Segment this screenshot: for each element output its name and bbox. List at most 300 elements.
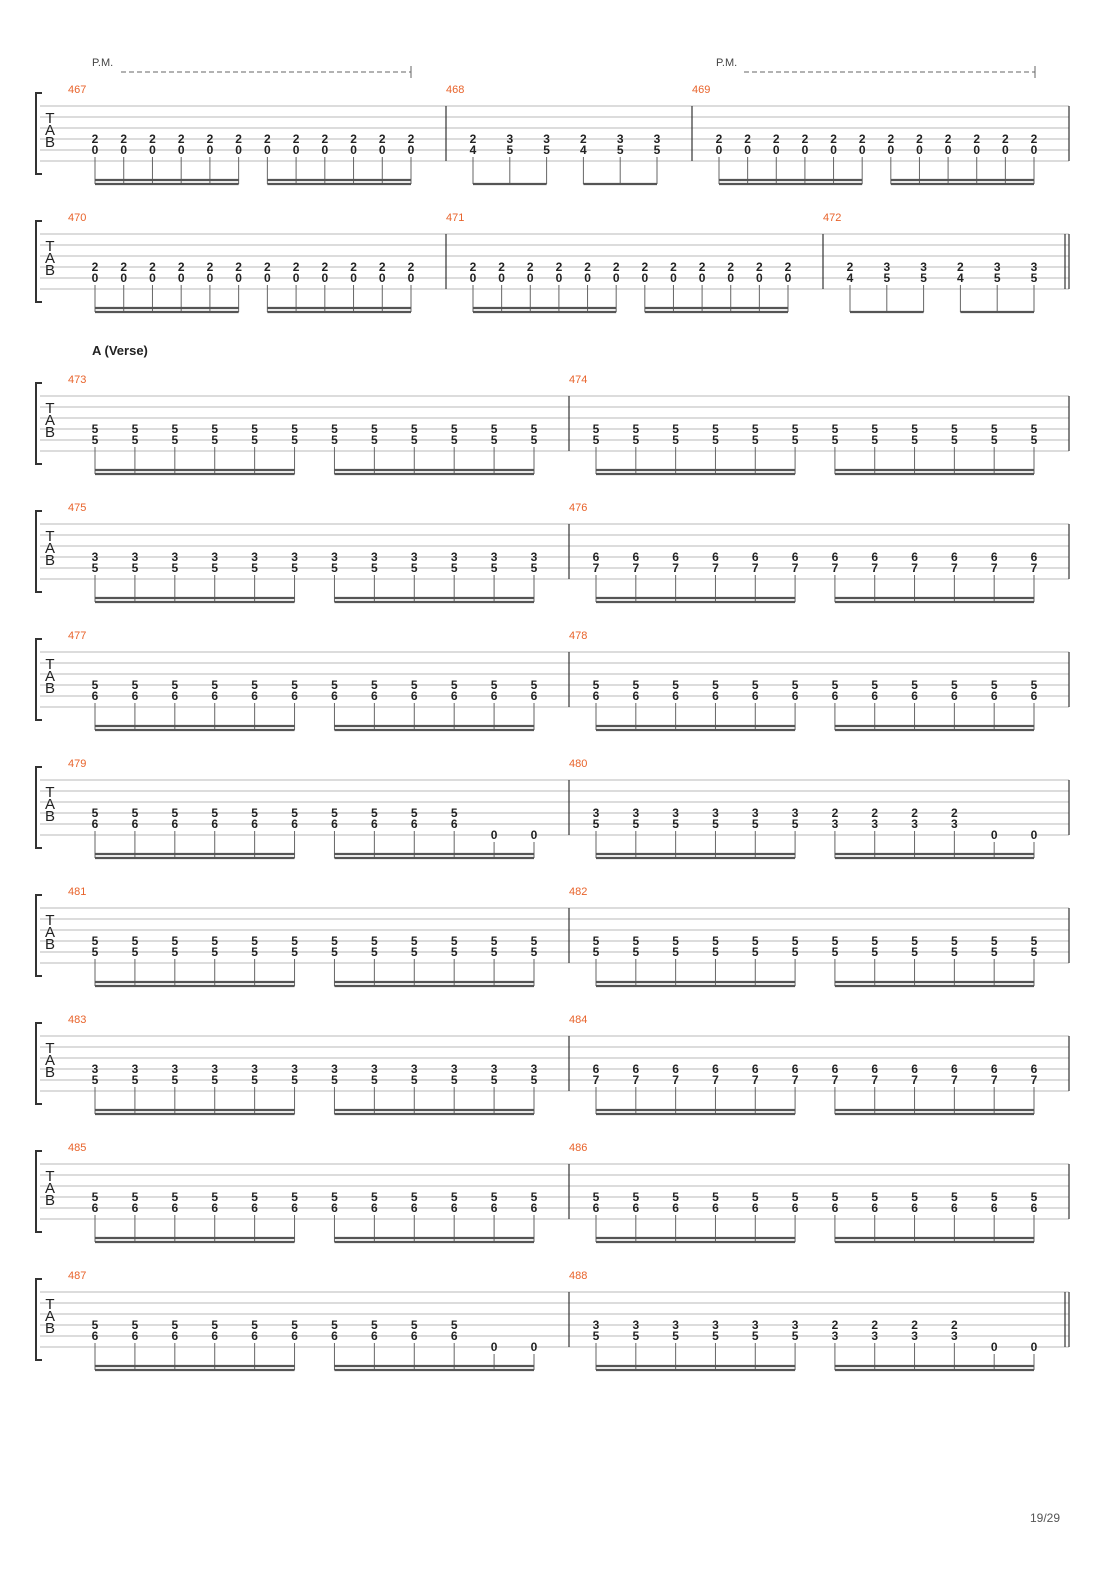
fret-number: 3	[632, 806, 640, 820]
fret-number: 6	[712, 689, 719, 703]
tab-clef-letter: B	[44, 1064, 56, 1081]
measure-473	[68, 374, 538, 474]
fret-number: 0	[149, 271, 156, 285]
fret-number: 5	[410, 934, 418, 948]
beat	[171, 550, 178, 602]
beat	[92, 806, 99, 858]
fret-number: 5	[251, 1073, 258, 1087]
fret-number: 5	[911, 422, 918, 436]
fret-number: 5	[911, 433, 918, 447]
fret-number: 0	[1030, 143, 1038, 157]
tab-clef-letter: T	[45, 400, 55, 417]
fret-number: 3	[712, 1318, 719, 1332]
fret-number: 5	[490, 422, 498, 436]
beat	[92, 550, 99, 602]
fret-number: 7	[712, 1073, 719, 1087]
fret-number: 5	[751, 422, 759, 436]
beat	[1031, 1062, 1038, 1114]
tab-clef-letter: T	[45, 1296, 55, 1313]
fret-number: 7	[951, 561, 958, 575]
beat	[371, 1190, 378, 1242]
fret-number: 0	[91, 143, 99, 157]
fret-number: 5	[911, 678, 918, 692]
fret-number: 2	[911, 806, 918, 820]
fret-number: 5	[791, 433, 799, 447]
beat	[951, 934, 958, 986]
beat	[321, 132, 328, 184]
fret-number: 5	[712, 1190, 719, 1204]
fret-number: 5	[251, 806, 258, 820]
fret-number: 6	[530, 1201, 538, 1215]
beat	[832, 550, 839, 602]
fret-number: 3	[171, 550, 179, 564]
fret-number: 5	[490, 934, 498, 948]
beat	[531, 422, 538, 474]
fret-number: 5	[672, 934, 679, 948]
beat	[670, 260, 677, 312]
fret-number: 3	[616, 132, 624, 146]
tab-clef-letter: B	[44, 134, 56, 151]
fret-number: 5	[791, 934, 799, 948]
beat	[371, 422, 378, 474]
fret-number: 3	[211, 550, 219, 564]
fret-number: 5	[91, 1190, 99, 1204]
beat	[411, 1190, 418, 1242]
measure-number: 487	[68, 1270, 87, 1282]
beat	[752, 1318, 759, 1370]
beat	[752, 422, 759, 474]
fret-number: 0	[321, 271, 329, 285]
fret-number: 0	[407, 271, 415, 285]
fret-number: 7	[791, 1073, 799, 1087]
beat	[331, 550, 338, 602]
beat	[617, 132, 624, 184]
measure-486	[569, 1142, 1038, 1242]
fret-number: 6	[911, 689, 918, 703]
fret-number: 5	[171, 1073, 179, 1087]
measure-number: 469	[692, 84, 711, 96]
fret-number: 5	[712, 1329, 719, 1343]
fret-number: 2	[264, 132, 271, 146]
fret-number: 0	[670, 271, 677, 285]
tab-clef-letter: T	[45, 110, 55, 127]
fret-number: 5	[450, 945, 458, 959]
tab-clef-letter: T	[45, 656, 55, 673]
beat	[911, 678, 918, 730]
beat	[408, 260, 415, 312]
beat	[331, 422, 338, 474]
beat	[1031, 1190, 1038, 1242]
beat	[832, 422, 839, 474]
fret-number: 6	[751, 1062, 759, 1076]
fret-number: 2	[911, 1318, 918, 1332]
fret-number: 5	[450, 678, 458, 692]
measure-number: 480	[569, 758, 588, 770]
measure-number: 488	[569, 1270, 588, 1282]
fret-number: 5	[450, 433, 458, 447]
beat	[92, 1318, 99, 1370]
beat	[491, 1190, 498, 1242]
fret-number: 3	[911, 1329, 918, 1343]
fret-number: 0	[120, 271, 128, 285]
fret-number: 6	[450, 817, 458, 831]
fret-number: 0	[206, 271, 214, 285]
fret-number: 5	[920, 271, 927, 285]
fret-number: 5	[490, 1190, 498, 1204]
fret-number: 3	[592, 806, 600, 820]
beat	[744, 132, 751, 184]
fret-number: 6	[450, 689, 458, 703]
beat	[752, 1190, 759, 1242]
beat	[593, 934, 600, 986]
measure-485	[68, 1142, 538, 1242]
beat	[951, 678, 958, 730]
fret-number: 3	[450, 1062, 458, 1076]
fret-number: 2	[235, 132, 242, 146]
tab-system	[36, 502, 1069, 602]
fret-number: 6	[911, 550, 918, 564]
fret-number: 5	[530, 433, 538, 447]
beat	[911, 550, 918, 602]
fret-number: 5	[871, 433, 879, 447]
fret-number: 5	[251, 561, 258, 575]
fret-number: 2	[1002, 132, 1009, 146]
fret-number: 5	[410, 561, 418, 575]
fret-number: 2	[973, 132, 981, 146]
fret-number: 2	[871, 806, 879, 820]
fret-number: 5	[751, 1329, 759, 1343]
fret-number: 5	[530, 934, 538, 948]
fret-number: 5	[410, 945, 418, 959]
measure-number: 479	[68, 758, 87, 770]
beat	[331, 1318, 338, 1370]
fret-number: 0	[830, 143, 837, 157]
beat	[92, 132, 99, 184]
fret-number: 5	[131, 1073, 139, 1087]
beat	[211, 934, 218, 986]
fret-number: 6	[291, 1201, 298, 1215]
beat	[871, 1190, 878, 1242]
fret-number: 6	[1030, 1201, 1038, 1215]
palm-mute-label-2: P.M.	[716, 57, 738, 69]
fret-number: 6	[791, 550, 799, 564]
beat	[379, 260, 386, 312]
tab-system	[36, 374, 1069, 474]
fret-number: 3	[592, 1318, 600, 1332]
fret-number: 5	[1030, 934, 1038, 948]
beat	[92, 934, 99, 986]
measure-number: 482	[569, 886, 588, 898]
fret-number: 5	[211, 1190, 219, 1204]
beat	[752, 934, 759, 986]
fret-number: 0	[498, 271, 505, 285]
beat	[593, 1062, 600, 1114]
fret-number: 5	[251, 1318, 258, 1332]
beat	[672, 422, 679, 474]
beat	[752, 1062, 759, 1114]
fret-number: 6	[911, 1201, 918, 1215]
beat	[672, 806, 679, 858]
fret-number: 3	[951, 817, 958, 831]
beat	[672, 678, 679, 730]
fret-number: 6	[490, 1201, 498, 1215]
fret-number: 6	[91, 1201, 99, 1215]
fret-number: 2	[350, 260, 357, 274]
fret-number: 5	[990, 433, 998, 447]
fret-number: 5	[543, 143, 550, 157]
fret-number: 5	[450, 561, 458, 575]
fret-number: 3	[171, 1062, 179, 1076]
fret-number: 5	[632, 422, 640, 436]
fret-number: 5	[91, 1073, 99, 1087]
page-number: 19/29	[1030, 1511, 1061, 1525]
beat	[350, 260, 357, 312]
fret-number: 5	[331, 945, 338, 959]
fret-number: 6	[1030, 550, 1038, 564]
measure-471	[446, 212, 792, 312]
fret-number: 0	[944, 143, 952, 157]
fret-number: 6	[672, 1201, 679, 1215]
fret-number: 2	[177, 132, 185, 146]
beat	[371, 934, 378, 986]
beat	[883, 260, 890, 312]
beat	[491, 678, 498, 730]
fret-number: 5	[131, 678, 139, 692]
fret-number: 0	[772, 143, 780, 157]
beat	[264, 260, 271, 312]
beat	[211, 1318, 218, 1370]
beat	[411, 678, 418, 730]
beat	[1031, 132, 1038, 184]
beat	[251, 678, 258, 730]
fret-number: 5	[371, 806, 378, 820]
tab-system	[36, 1142, 1069, 1242]
beat	[911, 1190, 918, 1242]
fret-number: 5	[211, 806, 219, 820]
fret-number: 3	[530, 550, 538, 564]
fret-number: 5	[331, 561, 338, 575]
fret-number: 5	[506, 143, 514, 157]
fret-number: 6	[871, 1201, 879, 1215]
fret-number: 5	[490, 1073, 498, 1087]
fret-number: 5	[371, 1318, 378, 1332]
fret-number: 6	[331, 1201, 338, 1215]
beat	[92, 1062, 99, 1114]
beat	[951, 1318, 958, 1370]
fret-number: 5	[450, 1318, 458, 1332]
tab-clef-letter: A	[44, 122, 56, 139]
fret-number: 6	[990, 1062, 998, 1076]
beat	[331, 1190, 338, 1242]
beat	[331, 1062, 338, 1114]
beat	[251, 934, 258, 986]
tab-clef-letter: B	[44, 262, 56, 279]
beat	[951, 422, 958, 474]
fret-number: 2	[831, 806, 839, 820]
beat	[792, 1318, 799, 1370]
fret-number: 3	[911, 817, 918, 831]
beat	[973, 132, 980, 184]
beat	[802, 132, 809, 184]
fret-number: 6	[331, 817, 338, 831]
fret-number: 0	[990, 1340, 998, 1354]
fret-number: 2	[951, 1318, 958, 1332]
fret-number: 5	[131, 806, 139, 820]
fret-number: 0	[584, 271, 591, 285]
fret-number: 5	[251, 945, 258, 959]
fret-number: 5	[592, 433, 600, 447]
fret-number: 5	[751, 433, 759, 447]
fret-number: 0	[378, 143, 386, 157]
fret-number: 0	[555, 271, 563, 285]
fret-number: 5	[672, 1190, 679, 1204]
fret-number: 6	[410, 1329, 418, 1343]
fret-number: 4	[469, 143, 477, 157]
beat	[991, 1190, 998, 1242]
measure-467	[68, 84, 415, 184]
fret-number: 2	[584, 260, 591, 274]
beat	[211, 806, 218, 858]
beat	[251, 1062, 258, 1114]
beat	[92, 1190, 99, 1242]
beat	[785, 260, 792, 312]
fret-number: 3	[712, 806, 719, 820]
fret-number: 3	[871, 817, 879, 831]
tab-system	[36, 886, 1069, 986]
fret-number: 5	[951, 934, 958, 948]
beat	[470, 260, 477, 312]
fret-number: 6	[171, 689, 179, 703]
fret-number: 3	[251, 550, 258, 564]
fret-number: 6	[211, 1329, 219, 1343]
fret-number: 6	[291, 817, 298, 831]
beat	[832, 678, 839, 730]
tab-clef-letter: T	[45, 1168, 55, 1185]
beat	[408, 132, 415, 184]
beat	[951, 550, 958, 602]
fret-number: 0	[526, 271, 534, 285]
beat	[411, 550, 418, 602]
fret-number: 0	[1030, 828, 1038, 842]
fret-number: 3	[831, 817, 839, 831]
measure-number: 470	[68, 212, 87, 224]
fret-number: 3	[653, 132, 661, 146]
fret-number: 6	[712, 550, 719, 564]
system-bracket	[36, 895, 42, 976]
fret-number: 7	[632, 1073, 640, 1087]
fret-number: 2	[498, 260, 505, 274]
beat	[531, 934, 538, 986]
fret-number: 6	[791, 1201, 799, 1215]
fret-number: 0	[858, 143, 866, 157]
fret-number: 3	[951, 1329, 958, 1343]
fret-number: 5	[171, 1190, 179, 1204]
beat	[699, 260, 706, 312]
beat	[451, 934, 458, 986]
fret-number: 5	[171, 678, 179, 692]
fret-number: 3	[993, 260, 1001, 274]
measure-number: 481	[68, 886, 87, 898]
fret-number: 5	[951, 433, 958, 447]
fret-number: 5	[450, 422, 458, 436]
beat	[951, 1062, 958, 1114]
tab-clef-letter: B	[44, 1192, 56, 1209]
fret-number: 3	[883, 260, 891, 274]
beat	[132, 1318, 139, 1370]
fret-number: 6	[831, 1062, 839, 1076]
fret-number: 5	[1030, 271, 1038, 285]
beat	[991, 1062, 998, 1114]
fret-number: 2	[91, 132, 99, 146]
fret-number: 0	[469, 271, 477, 285]
beat	[178, 260, 185, 312]
beat	[451, 550, 458, 602]
beat	[991, 678, 998, 730]
beat	[632, 678, 639, 730]
fret-number: 0	[350, 143, 357, 157]
fret-number: 5	[331, 433, 338, 447]
beat	[792, 934, 799, 986]
fret-number: 5	[450, 806, 458, 820]
fret-number: 5	[632, 817, 640, 831]
fret-number: 5	[951, 945, 958, 959]
fret-number: 3	[91, 550, 99, 564]
fret-number: 6	[990, 550, 998, 564]
beat	[871, 550, 878, 602]
tab-clef-letter: A	[44, 668, 56, 685]
measure-477	[68, 630, 538, 730]
beat	[171, 1190, 178, 1242]
measure-476	[569, 502, 1038, 602]
fret-number: 2	[149, 132, 156, 146]
fret-number: 5	[331, 806, 338, 820]
fret-number: 0	[235, 271, 242, 285]
fret-number: 0	[350, 271, 357, 285]
fret-number: 5	[131, 561, 139, 575]
measure-number: 484	[569, 1014, 588, 1026]
fret-number: 5	[410, 1073, 418, 1087]
beat	[916, 132, 923, 184]
fret-number: 5	[450, 1073, 458, 1087]
fret-number: 6	[632, 1201, 640, 1215]
fret-number: 7	[831, 561, 839, 575]
fret-number: 0	[698, 271, 706, 285]
fret-number: 4	[957, 271, 964, 285]
beat	[293, 260, 300, 312]
fret-number: 5	[1030, 945, 1038, 959]
fret-number: 2	[858, 132, 866, 146]
beat	[951, 806, 958, 858]
fret-number: 6	[371, 817, 378, 831]
fret-number: 5	[1030, 1190, 1038, 1204]
beat	[832, 806, 839, 858]
beat	[291, 678, 298, 730]
fret-number: 6	[712, 1201, 719, 1215]
fret-number: 7	[791, 561, 799, 575]
fret-number: 5	[831, 678, 839, 692]
fret-number: 0	[756, 271, 763, 285]
beat	[991, 550, 998, 602]
fret-number: 5	[990, 1190, 998, 1204]
fret-number: 5	[91, 945, 99, 959]
fret-number: 5	[530, 561, 538, 575]
beat	[752, 678, 759, 730]
fret-number: 6	[951, 689, 958, 703]
fret-number: 5	[211, 1318, 219, 1332]
beat	[593, 1190, 600, 1242]
beat	[411, 1062, 418, 1114]
fret-number: 7	[871, 1073, 879, 1087]
